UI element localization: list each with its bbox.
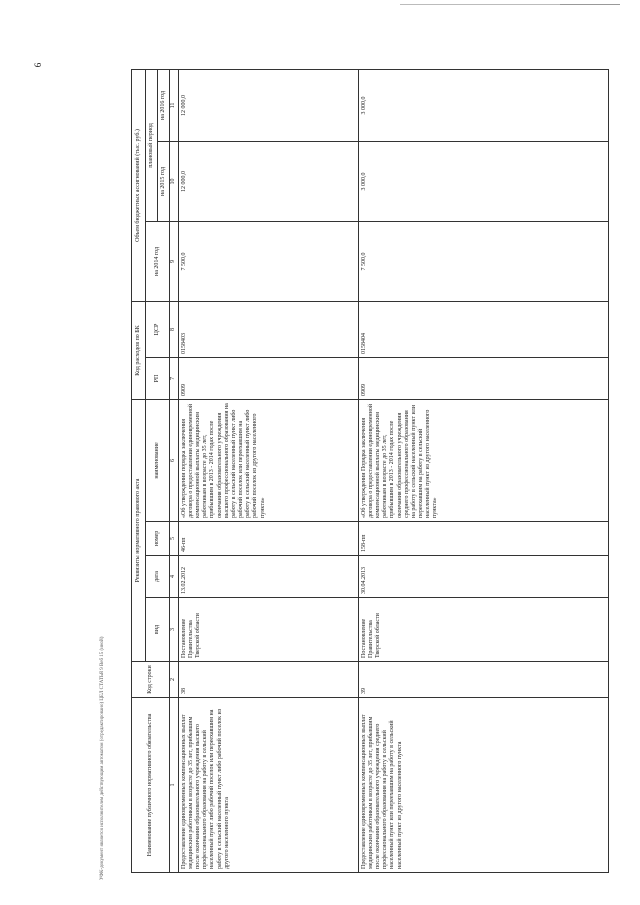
header-act-title: наименование — [146, 399, 170, 521]
header-2016: на 2016 год — [158, 69, 170, 141]
header-budget-code: Код расходов по БК — [132, 301, 146, 399]
amount-2014: 7 500,0 — [358, 221, 608, 301]
act-date: 13.02.2012 — [178, 556, 358, 598]
csr-code: 0158403 — [178, 301, 358, 357]
side-note: УФК-документ является исполнителем действующим автоматом (отредактировано) ЦЕЛ СТАТЬЯ 9 Веб 15 (иной) — [100, 636, 105, 880]
col-number: 1 — [170, 698, 178, 873]
act-type: Постановление Правительства Тверской области — [358, 598, 608, 662]
col-number: 10 — [170, 141, 178, 221]
obligation-name: Предоставление единовременных компенсационных выплат медицинским работникам в возрасте до 35 лет, прибывшим после окончания образовательного учреждения высшего профессионального образования на работу в сельский населенный пункт либо рабочий поселок или переехавшим на работу в сельский населенный пункт либо рабочий поселок из другого населенного пункта — [178, 698, 358, 873]
col-number: 2 — [170, 662, 178, 698]
act-date: 30.04.2013 — [358, 556, 608, 598]
rz-code: 0909 — [178, 357, 358, 399]
col-number: 4 — [170, 556, 178, 598]
header-row-code: Код строки — [132, 662, 170, 698]
header-csr: ЦСР — [146, 301, 170, 357]
header-2015: на 2015 год — [158, 141, 170, 221]
act-number: 46-пп — [178, 522, 358, 556]
row-code: 39 — [358, 662, 608, 698]
amount-2015: 3 000,0 — [358, 141, 608, 221]
col-number: 6 — [170, 399, 178, 521]
col-number: 9 — [170, 221, 178, 301]
col-number: 7 — [170, 357, 178, 399]
header-act-type: вид — [146, 598, 170, 662]
header-budget-volume: Объем бюджетных ассигнований (тыс. руб.) — [132, 69, 146, 301]
amount-2015: 12 000,0 — [178, 141, 358, 221]
header-2014: на 2014 год — [146, 221, 170, 301]
obligations-table — [131, 69, 609, 873]
act-type: Постановление Правительства Тверской области — [178, 598, 358, 662]
page-number: 6 — [33, 62, 43, 68]
header-act-number: номер — [146, 522, 170, 556]
act-title: «Об утверждении порядка заключения договора о предоставлении единовременной компенсационной выплаты медицинским работникам в возрасте до 35 лет, прибывшим в 2013 - 2014 годах после окончания образовательного учреждения высшего профессионального образования на работу в сельский населенный пункт либо рабочий поселок или переехавшим на работу в сельский населенный пункт либо рабочий поселок из другого населенного пункта» — [178, 399, 358, 521]
csr-code: 0158404 — [358, 301, 608, 357]
col-number: 8 — [170, 301, 178, 357]
header-rz: РП — [146, 357, 170, 399]
header-obligation-name: Наименование публичного нормативного обязательства — [132, 698, 170, 873]
amount-2014: 7 500,0 — [178, 221, 358, 301]
col-number: 5 — [170, 522, 178, 556]
amount-2016: 12 000,0 — [178, 69, 358, 141]
table-row — [178, 69, 358, 872]
col-number: 11 — [170, 69, 178, 141]
header-planning-period: плановый период — [146, 69, 158, 221]
table-row — [358, 69, 608, 872]
row-code: 38 — [178, 662, 358, 698]
amount-2016: 3 000,0 — [358, 69, 608, 141]
rz-code: 0909 — [358, 357, 608, 399]
header-legal-act: Реквизиты нормативного правового акта — [132, 399, 146, 661]
scan-top-marks — [400, 4, 620, 6]
obligation-name: Предоставление единовременных компенсационных выплат медицинским работникам в возрасте до 35 лет, прибывшим после окончания образовательного учреждения среднего профессионального образования на работу в сельский населенный пункт или переехавшим на работу в сельский населенный пункт из другого населенного пункта — [358, 698, 608, 873]
act-number: 158-пп — [358, 522, 608, 556]
column-number-row — [170, 69, 178, 872]
header-act-date: дата — [146, 556, 170, 598]
rotated-page — [131, 70, 609, 873]
act-title: «Об утверждении Порядка заключения договора о предоставлении единовременной компенсационной выплаты медицинским работникам в возрасте до 35 лет, прибывшим в 2013 - 2014 годах после окончания образовательного учреждения среднего профессионального образования на работу в сельский населенный пункт или переехавшим на работу в сельский населенный пункт из другого населенного пункта» — [358, 399, 608, 521]
col-number: 3 — [170, 598, 178, 662]
